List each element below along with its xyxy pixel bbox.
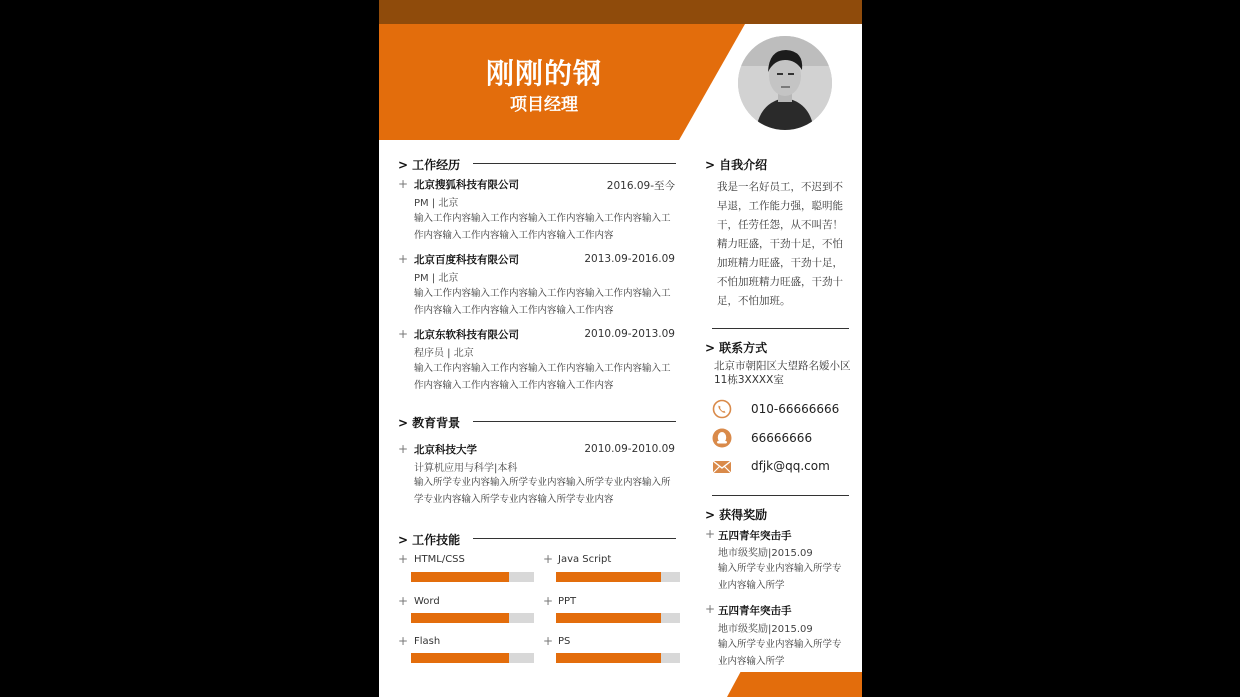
work-subtitle: PM | 北京: [414, 273, 459, 284]
work-company: 北京搜狐科技有限公司: [414, 179, 519, 191]
chevron-right-icon: >: [705, 340, 716, 355]
avatar: [738, 36, 832, 130]
work-date: 2016.09-至今: [606, 180, 675, 192]
contact-qq: 66666666: [751, 431, 813, 445]
mail-icon: [712, 457, 732, 477]
work-date: 2013.09-2016.09: [584, 253, 675, 265]
skill-bar-fill: [411, 572, 509, 582]
candidate-name: 刚刚的钢: [485, 57, 602, 90]
award-subtitle: 地市级奖励|2015.09: [718, 624, 813, 635]
skill-bar-fill: [411, 613, 509, 623]
candidate-role: 项目经理: [510, 95, 578, 115]
work-subtitle: 程序员 | 北京: [414, 348, 474, 359]
work-company: 北京东软科技有限公司: [414, 329, 519, 341]
work-description: 输入工作内容输入工作内容输入工作内容输入工作内容输入工作内容输入工作内容输入工作内容输入工作内容: [414, 288, 671, 316]
chevron-right-icon: >: [705, 157, 716, 172]
award-title: 五四青年突击手: [718, 530, 792, 542]
contact-address: 北京市朝阳区大望路名嫒小区11栋3XXXX室: [714, 360, 851, 386]
skill-bar-fill: [556, 613, 661, 623]
phone-icon: [712, 399, 732, 419]
bottom-decoration: [727, 672, 862, 697]
plus-icon: +: [543, 552, 554, 566]
education-description: 输入所学专业内容输入所学专业内容输入所学专业内容输入所学专业内容输入所学专业内容输入所学专业内容: [414, 477, 671, 505]
skill-name: Word: [414, 596, 440, 607]
skill-name: PPT: [558, 596, 577, 607]
section-divider: [473, 421, 676, 422]
skill-bar: [556, 572, 680, 582]
chevron-right-icon: >: [705, 507, 716, 522]
plus-icon: +: [543, 634, 554, 648]
avatar-photo: [738, 36, 832, 130]
skill-bar: [411, 653, 534, 663]
section-title-work: > 工作经历: [398, 157, 461, 172]
skill-name: HTML/CSS: [414, 554, 465, 565]
education-subtitle: 计算机应用与科学|本科: [414, 463, 518, 474]
plus-icon: +: [398, 327, 409, 341]
section-title-contact: > 联系方式: [705, 340, 768, 355]
award-description: 输入所学专业内容输入所学专业内容输入所学: [718, 563, 842, 591]
contact-phone: 010-66666666: [751, 402, 840, 416]
work-description: 输入工作内容输入工作内容输入工作内容输入工作内容输入工作内容输入工作内容输入工作内容输入工作内容: [414, 213, 671, 241]
chevron-right-icon: >: [398, 157, 409, 172]
skill-bar: [556, 613, 680, 623]
award-description: 输入所学专业内容输入所学专业内容输入所学: [718, 639, 842, 667]
plus-icon: +: [398, 594, 409, 608]
plus-icon: +: [543, 594, 554, 608]
skill-bar: [556, 653, 680, 663]
skill-bar: [411, 613, 534, 623]
resume-page: [379, 0, 862, 697]
section-title-education: > 教育背景: [398, 415, 461, 430]
section-divider: [712, 495, 849, 496]
plus-icon: +: [705, 527, 716, 541]
award-title: 五四青年突击手: [718, 605, 792, 617]
skill-bar-fill: [556, 653, 661, 663]
plus-icon: +: [398, 634, 409, 648]
plus-icon: +: [398, 552, 409, 566]
skill-name: PS: [558, 636, 571, 647]
section-divider: [712, 328, 849, 329]
work-date: 2010.09-2013.09: [584, 328, 675, 340]
skill-bar: [411, 572, 534, 582]
work-company: 北京百度科技有限公司: [414, 254, 519, 266]
plus-icon: +: [398, 252, 409, 266]
work-subtitle: PM | 北京: [414, 198, 459, 209]
education-date: 2010.09-2010.09: [584, 443, 675, 455]
plus-icon: +: [398, 177, 409, 191]
qq-icon: [712, 428, 732, 448]
skill-bar-fill: [556, 572, 661, 582]
award-subtitle: 地市级奖励|2015.09: [718, 548, 813, 559]
section-divider: [473, 163, 676, 164]
top-bar: [379, 0, 862, 24]
section-title-awards: > 获得奖励: [705, 507, 768, 522]
plus-icon: +: [398, 442, 409, 456]
self-intro-text: 我是一名好员工，不迟到不早退，工作能力强，聪明能干，任劳任怨，从不叫苦！精力旺盛，干劲十足，不怕加班精力旺盛，干劲十足，不怕加班精力旺盛，干劲十足，不怕加班。: [717, 181, 843, 307]
contact-email[interactable]: dfjk@qq.com: [751, 459, 830, 473]
work-description: 输入工作内容输入工作内容输入工作内容输入工作内容输入工作内容输入工作内容输入工作内容输入工作内容: [414, 363, 671, 391]
plus-icon: +: [705, 602, 716, 616]
section-title-intro: > 自我介绍: [705, 157, 768, 172]
section-title-skills: > 工作技能: [398, 532, 461, 547]
skill-name: Java Script: [558, 554, 612, 565]
education-school: 北京科技大学: [414, 444, 477, 456]
chevron-right-icon: >: [398, 532, 409, 547]
section-divider: [473, 538, 676, 539]
chevron-right-icon: >: [398, 415, 409, 430]
skill-name: Flash: [414, 636, 441, 647]
skill-bar-fill: [411, 653, 509, 663]
